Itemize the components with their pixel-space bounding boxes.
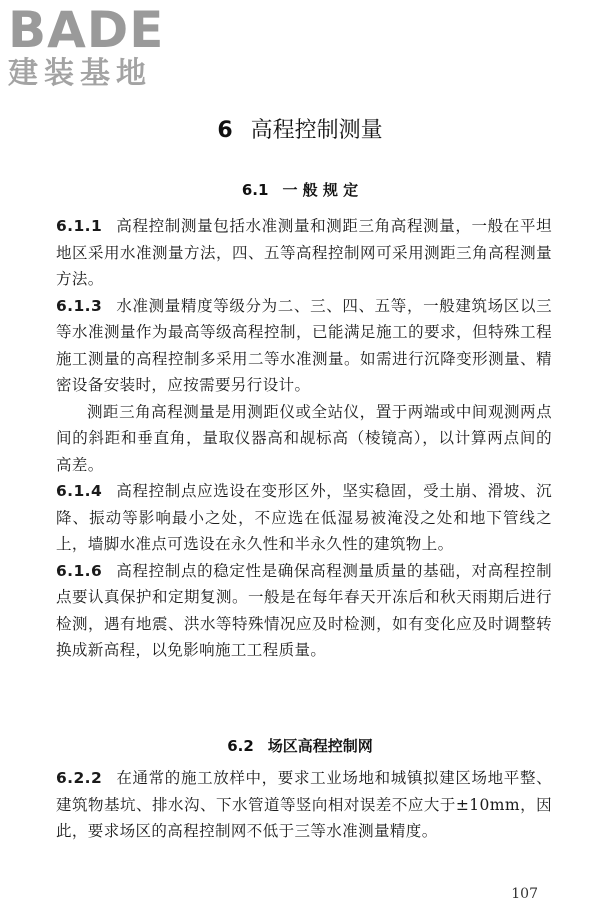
page-number: 107 — [511, 886, 538, 900]
logo-wordmark: BADE — [8, 1, 165, 59]
section-body-6-2 — [56, 765, 552, 845]
clause-6-1-1 — [56, 213, 552, 293]
chapter-number: 6 — [217, 118, 233, 143]
clause-number: 6.1.3 — [56, 296, 103, 315]
clause-6-2-2 — [56, 765, 552, 845]
clause-text: 水准测量精度等级分为二、三、四、五等，一般建筑场区以三等水准测量作为最高等级高程控制，已能满足施工的要求，但特殊工程施工测量的高程控制多采用二等水准测量。如需进行沉降变形测量、精密设备安装时，应按需要另行设计。 — [56, 296, 552, 394]
section-body-6-1 — [56, 213, 552, 664]
clause-6-1-3 — [56, 293, 552, 399]
section-name: 场区高程控制网 — [267, 737, 373, 755]
clause-text: 在通常的施工放样中，要求工业场地和城镇拟建区场地平整、建筑物基坑、排水沟、下水管道等竖向相对误差不应大于±10mm，因此，要求场区的高程控制网不低于三等水准测量精度。 — [56, 769, 552, 840]
section-title-6-1 — [0, 179, 600, 201]
chapter-title — [0, 117, 600, 145]
section-name: 一 般 规 定 — [282, 181, 359, 199]
clause-number: 6.1.1 — [56, 217, 103, 235]
clause-text: 高程控制点应选设在变形区外，坚实稳固，受土崩、滑坡、沉降、振动等影响最小之处，不应选在低湿易被淹没之处和地下管线之上，墙脚水准点可选设在永久性和半永久性的建筑物上。 — [56, 482, 552, 553]
clause-6-1-3-continued — [56, 399, 552, 479]
clause-6-1-4 — [56, 478, 552, 558]
clause-number: 6.1.6 — [56, 561, 103, 580]
chapter-name: 高程控制测量 — [250, 118, 383, 143]
clause-6-1-6 — [56, 558, 552, 664]
clause-text: 高程控制测量包括水准测量和测距三角高程测量，一般在平坦地区采用水准测量方法，四、五等高程控制网可采用测距三角高程测量方法。 — [56, 217, 552, 288]
clause-text: 测距三角高程测量是用测距仪或全站仪，置于两端或中间观测两点间的斜距和垂直角，量取仪器高和觇标高（棱镜高），以计算两点间的高差。 — [56, 402, 552, 474]
section-title-6-2 — [0, 735, 600, 757]
clause-number: 6.2.2 — [56, 769, 103, 787]
clause-number: 6.1.4 — [56, 482, 103, 500]
section-number: 6.1 — [241, 181, 269, 199]
clause-text: 高程控制点的稳定性是确保高程测量质量的基础，对高程控制点要认真保护和定期复测。一般是在每年春天开冻后和秋天雨期后进行检测，遇有地震、洪水等特殊情况应及时检测，如有变化应及时调整转换成新高程，以免影响施工工程质量。 — [56, 561, 552, 659]
logo-subtitle: 建装基地 — [8, 56, 152, 91]
bade-logo — [8, 1, 188, 96]
section-number: 6.2 — [227, 737, 254, 755]
